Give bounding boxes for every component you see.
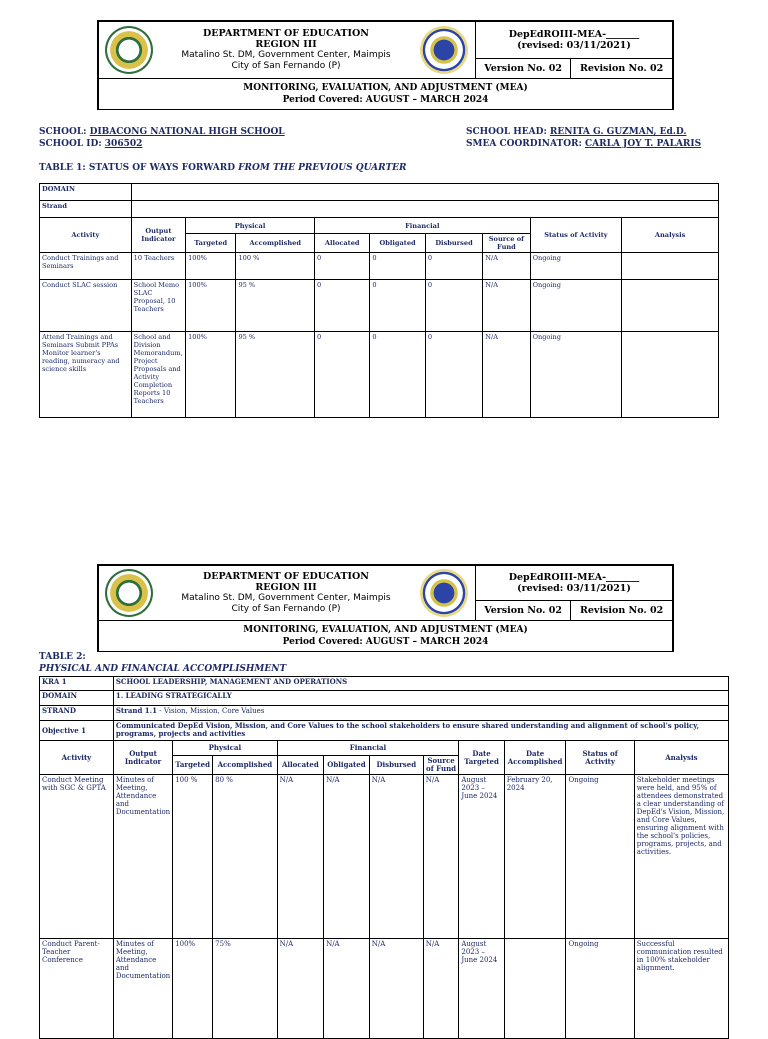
mea-title: MONITORING, EVALUATION, AND ADJUSTMENT (MEA) (243, 83, 528, 93)
period-covered: Period Covered: AUGUST – MARCH 2024 (282, 95, 489, 105)
table-row: Attend Trainings and Seminars Submit PPAs Monitor learner's reading, numeracy and science skills School and Division Memorandum, Project Proposals and Activity Completion Reports 10 Teachers 100% 95 % 0 0 0 N/A Ongoing (40, 332, 719, 418)
deped-seal-icon (420, 569, 468, 617)
letterhead-1 (97, 20, 674, 110)
table-row: Conduct Parent-Teacher Conference Minutes of Meeting, Attendance and Documentation 100% 75% N/A N/A N/A N/A August 2023 – June 2024 Ongoing Successful communication resulted in 100% stakeholder alignment. (40, 939, 729, 1039)
school-head-info: SCHOOL HEAD: RENITA G. GUZMAN, Ed.D. SMEA COORDINATOR: CARLA JOY T. PALARIS (466, 127, 702, 149)
table1-title: TABLE 1: STATUS OF WAYS FORWARD FROM THE PREVIOUS QUARTER (39, 163, 407, 173)
revised-date: (revised: 03/11/2021) (517, 39, 631, 51)
deped-region-seal-icon (105, 26, 153, 74)
document-code: DepEdROIII-MEA-_______ (508, 28, 640, 40)
revision-no: Revision No. 02 (571, 58, 672, 78)
letterhead-2: DEPARTMENT OF EDUCATION REGION III Matalino St. DM, Government Center, Maimpis City of San Fernando (P) DepEdROIII-MEA-_______ (revised: 03/11/2021) Version No. 02 Revision No. 02 MONITORING, EVALUATION, AND ADJUSTMENT (MEA) Period Covered: AUGUST – MARCH 2024 (97, 564, 674, 652)
table2-title: TABLE 2: PHYSICAL AND FINANCIAL ACCOMPLISHMENT (39, 652, 287, 674)
table-row: Conduct Trainings and Seminars 10 Teachers 100% 100 % 0 0 0 N/A Ongoing (40, 253, 719, 280)
kra-value: SCHOOL LEADERSHIP, MANAGEMENT AND OPERATIONS (113, 677, 728, 691)
school-name: DIBACONG NATIONAL HIGH SCHOOL (89, 127, 285, 137)
objective-value: Communicated DepEd Vision, Mission, and Core Values to the school stakeholders to ensure shared understanding and alignment of school's policy, programs, projects and activities (113, 721, 728, 741)
domain-value: 1. LEADING STRATEGICALLY (113, 691, 728, 706)
school-head-name: RENITA G. GUZMAN, Ed.D. (549, 127, 687, 137)
t1-strand-label: Strand (40, 201, 132, 218)
deped-seal-icon (420, 26, 468, 74)
smea-coordinator-name: CARLA JOY T. PALARIS (584, 139, 702, 149)
table-row: Conduct SLAC session School Memo SLAC Proposal, 10 Teachers 100% 95 % 0 0 0 N/A Ongoing (40, 280, 719, 332)
deped-region-seal-icon (105, 569, 153, 617)
region-name: REGION III (255, 39, 317, 50)
table1: DOMAIN Strand Activity Output Indicator Physical Financial Status of Activity Analysis Targeted Accomplished Allocated Obligated Disbursed Source of Fund Conduct Trainings and Seminars 10 Teachers 100% 100 % 0 0 0 N/A Ongoing Conduct SLAC session School Memo SLAC Proposal, 10 Teachers 100% 95 % 0 0 0 N/A Ongoing Attend Trainings and Seminars Submit PPAs Monitor learner's reading, numeracy and science skills School and Division Memorandum, Project Proposals and Activity Completion Reports 10 Teachers 100% 95 % 0 0 0 N/A Ongoing (39, 183, 719, 418)
school-info: SCHOOL: DIBACONG NATIONAL HIGH SCHOOL SCHOOL ID: 306502 (39, 127, 285, 149)
version-no: Version No. 02 (476, 58, 571, 78)
t1-domain-label: DOMAIN (40, 184, 132, 201)
address-line-1: Matalino St. DM, Government Center, Maimpis (181, 50, 391, 60)
table2: KRA 1 SCHOOL LEADERSHIP, MANAGEMENT AND OPERATIONS DOMAIN 1. LEADING STRATEGICALLY STRAND Strand 1.1 - Vision, Mission, Core Values Objective 1 Communicated DepEd Vision, Mission, and Core Values to the school stakeholders to ensure shared understanding and alignment of school's policy, programs, projects and activities Activity Output Indicator Physical Financial Date Targeted Date Accomplished Status of Activity Analysis Targeted Accomplished Allocated Obligated Disbursed Source of Fund Conduct Meeting with SGC & GPTA Minutes of Meeting, Attendance and Documentation 100 % 80 % N/A N/A N/A N/A August 2023 – June 2024 February 20, 2024 Ongoing Stakeholder meetings were held, and 95% of attendees demonstrated a clear understanding of DepEd's Vision, Mission, and Core Values, ensuring alignment with the school's policies, programs, projects, and activities. Conduct Parent-Teacher Conference Minutes of Meeting, Attendance and Documentation 100% 75% N/A N/A N/A N/A August 2023 – June 2024 Ongoing Successful communication resulted in 100% stakeholder alignment. (39, 676, 729, 1039)
school-id: 306502 (104, 139, 143, 149)
address-line-2: City of San Fernando (P) (231, 61, 341, 71)
dept-name: DEPARTMENT OF EDUCATION (203, 28, 369, 39)
table-row: Conduct Meeting with SGC & GPTA Minutes of Meeting, Attendance and Documentation 100 % 80 % N/A N/A N/A N/A August 2023 – June 2024 February 20, 2024 Ongoing Stakeholder meetings were held, and 95% of attendees demonstrated a clear understanding of DepEd's Vision, Mission, and Core Values, ensuring alignment with the school's policies, programs, projects, and activities. (40, 775, 729, 939)
strand-value: Strand 1.1 - Vision, Mission, Core Values (113, 706, 728, 721)
